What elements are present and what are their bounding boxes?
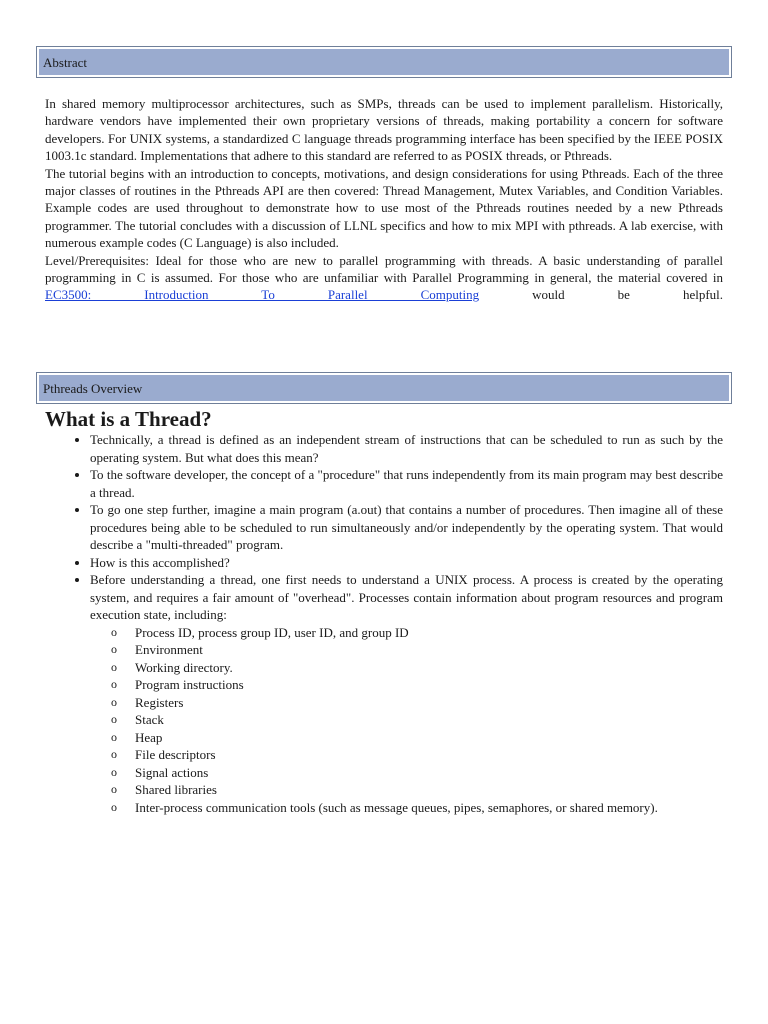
abstract-paragraph-2: The tutorial begins with an introduction to concepts, motivations, and design considerations for using Pthreads. Each of the three major classes of routines in the Pthreads API are then covered: Thread Management, Mutex Variables, and Condition Variables. Example codes are used throughout to demonstrate how to use most of the Pthreads routines needed by a new Pthreads programmer. The tutorial concludes with a discussion of LLNL specifics and how to mix MPI with pthreads. A lab exercise, with numerous example codes (C Language) is also included.	[45, 165, 723, 251]
sub-list-item: o Signal actions	[135, 764, 723, 782]
list-item: • To the software developer, the concept of a "procedure" that runs independently from its main program may best describe a thread.	[90, 466, 723, 501]
abstract-paragraph-3	[45, 252, 723, 304]
abstract-header-label: Abstract	[43, 55, 88, 70]
overview-section-header	[36, 372, 732, 404]
sub-list-item: o Shared libraries	[135, 781, 723, 799]
overview-header-label: Pthreads Overview	[43, 381, 143, 396]
sub-list-item: o File descriptors	[135, 746, 723, 764]
sub-list-item: o Registers	[135, 694, 723, 712]
prerequisites-text: Level/Prerequisites: Ideal for those who are new to parallel programming with threads. A basic understanding of parallel programming in C is assumed. For those who are unfamiliar with Parallel Programming in general, the material covered in	[45, 252, 723, 286]
ec3500-link[interactable]: EC3500: Introduction To Parallel Computing	[45, 287, 480, 303]
list-item-text: Before understanding a thread, one first needs to understand a UNIX process. A process is created by the operating system, and requires a fair amount of "overhead". Processes contain information about program resources and program execution state, including:	[90, 572, 723, 622]
sub-list-item: o Process ID, process group ID, user ID, and group ID	[135, 624, 723, 642]
process-info-list	[90, 624, 723, 817]
list-item: • To go one step further, imagine a main program (a.out) that contains a number of procedures. Then imagine all of these procedures being able to be scheduled to run simultaneously and/or independently by the operating system. That would describe a "multi-threaded" program.	[90, 501, 723, 554]
abstract-body	[45, 95, 723, 304]
sub-list-item: o Environment	[135, 641, 723, 659]
abstract-section-header	[36, 46, 732, 78]
sub-list-item: o Inter-process communication tools (such as message queues, pipes, semaphores, or shared memory).	[135, 799, 723, 817]
list-item: • How is this accomplished?	[90, 554, 723, 572]
sub-list-item: o Stack	[135, 711, 723, 729]
sub-list-item: o Program instructions	[135, 676, 723, 694]
abstract-paragraph-1: In shared memory multiprocessor architectures, such as SMPs, threads can be used to implement parallelism. Historically, hardware vendors have implemented their own proprietary versions of threads, making portability a concern for software developers. For UNIX systems, a standardized C language threads programming interface has been specified by the IEEE POSIX 1003.1c standard. Implementations that adhere to this standard are referred to as POSIX threads, or Pthreads.	[45, 96, 723, 164]
sub-list-item: o Working directory.	[135, 659, 723, 677]
list-item-process	[90, 571, 723, 816]
list-item: • Technically, a thread is defined as an independent stream of instructions that can be scheduled to run as such by the operating system. But what does this mean?	[90, 431, 723, 466]
prerequisites-tail: would be helpful.	[532, 287, 724, 303]
sub-list-item: o Heap	[135, 729, 723, 747]
overview-bullet-list	[45, 431, 723, 816]
page-title: What is a Thread?	[45, 407, 212, 431]
